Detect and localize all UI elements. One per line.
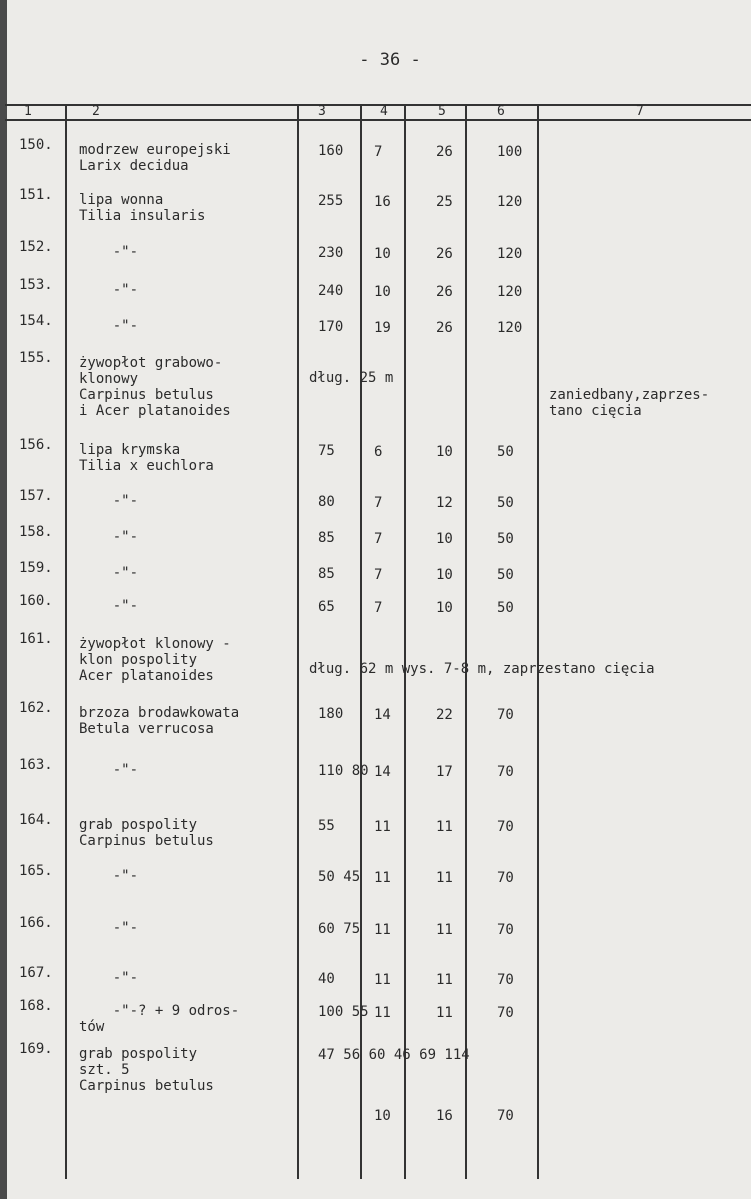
header-col-6: 6 [497, 104, 505, 119]
cell-col-6: 50 [497, 567, 514, 583]
header-col-4: 4 [380, 104, 388, 119]
row-number: 150. [19, 137, 53, 153]
cell-col-3: 255 [318, 193, 344, 209]
page-number: - 36 - [359, 50, 421, 70]
cell-col-5: 26 [436, 144, 453, 160]
cell-col-3: 47 56 60 46 69 114 [318, 1047, 470, 1063]
row-number: 162. [19, 700, 53, 716]
species-name: -"- [79, 529, 139, 545]
cell-col-4: 7 [374, 144, 383, 160]
cell-col-3: 55 [318, 818, 335, 834]
cell-col-5: 10 [436, 531, 453, 547]
cell-col-4: 14 [374, 764, 391, 780]
cell-col-6: 70 [497, 707, 514, 723]
cell-col-6: 120 [497, 246, 523, 262]
species-name: -"- [79, 244, 139, 260]
cell-col-3: 100 55 [318, 1004, 369, 1020]
cell-col-6: 50 [497, 600, 514, 616]
row-number: 165. [19, 863, 53, 879]
species-name: żywopłot klonowy - klon pospolity Acer platanoides [79, 636, 231, 684]
cell-col-3: 85 [318, 566, 335, 582]
cell-col-6: 70 [497, 922, 514, 938]
species-name: -"- [79, 493, 139, 509]
header-col-5: 5 [438, 104, 446, 119]
cell-col-6: 70 [497, 972, 514, 988]
cell-col-3: 230 [318, 245, 344, 261]
cell-col-4: 7 [374, 531, 383, 547]
cell-col-5: 11 [436, 870, 453, 886]
species-name: żywopłot grabowo- klonowy Carpinus betulus i Acer platanoides [79, 355, 231, 419]
cell-col-6: 70 [497, 870, 514, 886]
cell-col-4: 10 [374, 284, 391, 300]
cell-col-4: 10 [374, 246, 391, 262]
species-name: modrzew europejski Larix decidua [79, 142, 231, 174]
cell-col-4: 14 [374, 707, 391, 723]
cell-col-3: 110 80 [318, 763, 369, 779]
row-number: 155. [19, 350, 53, 366]
species-name: -"- [79, 868, 139, 884]
cell-col-5: 17 [436, 764, 453, 780]
scan-edge [0, 0, 7, 1199]
species-name: -"- [79, 970, 139, 986]
cell-col-3: 85 [318, 530, 335, 546]
row-number: 160. [19, 593, 53, 609]
column-rule-4 [404, 104, 406, 1179]
cell-col-4: 6 [374, 444, 383, 460]
species-name: -"- [79, 565, 139, 581]
row-number: 157. [19, 488, 53, 504]
row-number: 154. [19, 313, 53, 329]
cell-col-5: 26 [436, 246, 453, 262]
cell-col-3: 40 [318, 971, 335, 987]
cell-col-6: 50 [497, 444, 514, 460]
cell-col-6: 70 [497, 764, 514, 780]
species-name: grab pospolity Carpinus betulus [79, 817, 214, 849]
row-number: 163. [19, 757, 53, 773]
row-number: 169. [19, 1041, 53, 1057]
species-name: -"- [79, 282, 139, 298]
cell-col-5: 11 [436, 972, 453, 988]
species-name: -"- [79, 920, 139, 936]
cell-col-5: 22 [436, 707, 453, 723]
row-number: 152. [19, 239, 53, 255]
cell-col-4: 11 [374, 1005, 391, 1021]
cell-col-4: 7 [374, 495, 383, 511]
header-col-3: 3 [318, 104, 326, 119]
row-number: 159. [19, 560, 53, 576]
cell-col-5: 26 [436, 320, 453, 336]
row-number: 153. [19, 277, 53, 293]
cell-col-4: 19 [374, 320, 391, 336]
cell-col-4: 7 [374, 567, 383, 583]
cell-col-6: 120 [497, 320, 523, 336]
column-rule-5 [465, 104, 467, 1179]
row-number: 151. [19, 187, 53, 203]
cell-col-6: 50 [497, 531, 514, 547]
column-rule-6 [537, 104, 539, 1179]
cell-col-5: 11 [436, 1005, 453, 1021]
column-rule-1 [65, 104, 67, 1179]
cell-col-5: 11 [436, 819, 453, 835]
cell-col-4: 10 [374, 1108, 391, 1124]
species-name: -"- [79, 762, 139, 778]
cell-col-4: 16 [374, 194, 391, 210]
cell-col-6: 100 [497, 144, 523, 160]
cell-col-4: 11 [374, 819, 391, 835]
cell-col-3: 180 [318, 706, 344, 722]
cell-col-4: 11 [374, 922, 391, 938]
cell-col-3: 60 75 [318, 921, 361, 937]
row-number: 164. [19, 812, 53, 828]
cell-col-3: 160 [318, 143, 344, 159]
species-name: lipa krymska Tilia x euchlora [79, 442, 214, 474]
cell-col-6: 120 [497, 284, 523, 300]
cell-col-3: 240 [318, 283, 344, 299]
hedge-length: dług. 25 m [309, 370, 394, 386]
cell-col-5: 25 [436, 194, 453, 210]
row-number: 156. [19, 437, 53, 453]
cell-col-6: 70 [497, 1108, 514, 1124]
cell-col-6: 70 [497, 1005, 514, 1021]
header-col-1: 1 [24, 104, 32, 119]
cell-col-4: 11 [374, 972, 391, 988]
cell-col-5: 16 [436, 1108, 453, 1124]
species-name: grab pospolity szt. 5 Carpinus betulus [79, 1046, 214, 1094]
cell-col-6: 50 [497, 495, 514, 511]
cell-col-5: 12 [436, 495, 453, 511]
cell-col-3: 75 [318, 443, 335, 459]
species-name: lipa wonna Tilia insularis [79, 192, 206, 224]
row-number: 158. [19, 524, 53, 540]
cell-col-5: 10 [436, 444, 453, 460]
cell-col-4: 11 [374, 870, 391, 886]
species-name: brzoza brodawkowata Betula verrucosa [79, 705, 240, 737]
cell-col-3: 65 [318, 599, 335, 615]
row-number: 168. [19, 998, 53, 1014]
hedge-length: dług. 62 m wys. 7-8 m, zaprzestano cięcia [309, 661, 655, 677]
remarks: zaniedbany,zaprzes- tano cięcia [549, 387, 710, 419]
header-col-2: 2 [92, 104, 100, 119]
species-name: -"- [79, 318, 139, 334]
column-rule-2 [297, 104, 299, 1179]
header-col-7: 7 [636, 104, 644, 119]
cell-col-3: 170 [318, 319, 344, 335]
cell-col-6: 120 [497, 194, 523, 210]
cell-col-5: 11 [436, 922, 453, 938]
cell-col-4: 7 [374, 600, 383, 616]
row-number: 166. [19, 915, 53, 931]
cell-col-3: 50 45 [318, 869, 361, 885]
row-number: 167. [19, 965, 53, 981]
species-name: -"-? + 9 odros- tów [79, 1003, 240, 1035]
cell-col-5: 10 [436, 600, 453, 616]
cell-col-3: 80 [318, 494, 335, 510]
cell-col-5: 10 [436, 567, 453, 583]
header-bottom-rule [5, 119, 751, 121]
row-number: 161. [19, 631, 53, 647]
cell-col-5: 26 [436, 284, 453, 300]
cell-col-6: 70 [497, 819, 514, 835]
species-name: -"- [79, 598, 139, 614]
